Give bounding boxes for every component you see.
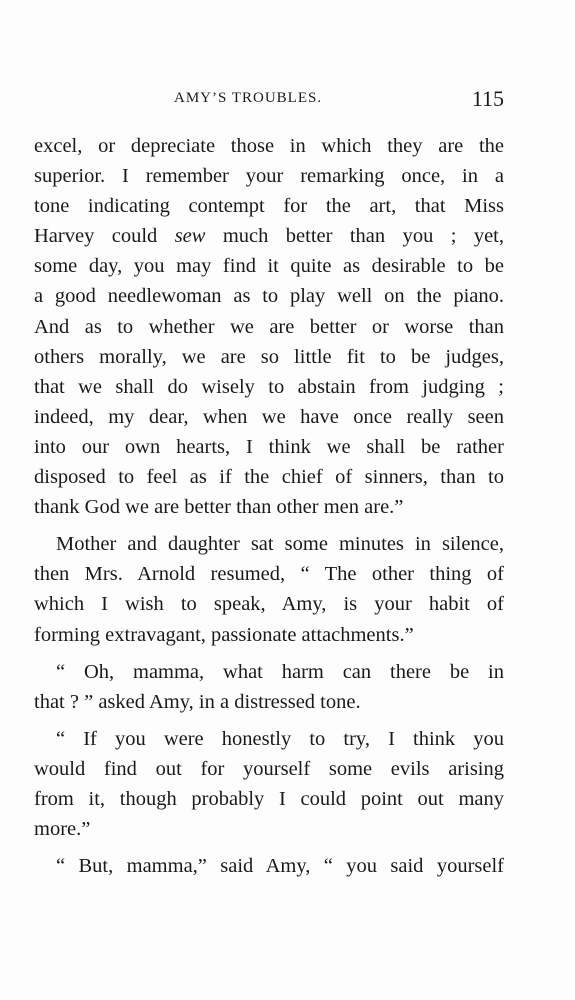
emphasized-word: sew <box>174 225 206 248</box>
text-line: indeed, my dear, when we have once really seen <box>34 405 504 428</box>
running-header <box>34 86 504 116</box>
text-line: tone indicating contempt for the art, that Miss <box>34 195 504 218</box>
text-line: Mother and daughter sat some minutes in silence, <box>56 533 504 556</box>
paragraph <box>34 851 504 881</box>
paragraph <box>34 724 504 844</box>
paragraph <box>34 131 504 522</box>
text-line: into our own hearts, I think we shall be rather <box>34 435 504 458</box>
paragraph <box>34 657 504 717</box>
text-line: from it, though probably I could point out many <box>34 787 504 810</box>
body-text <box>34 131 504 881</box>
text-line: more.” <box>34 818 91 841</box>
text-line: “ But, mamma,” said Amy, “ you said yourself <box>56 855 504 878</box>
page-number: 115 <box>471 86 504 111</box>
text-line: some day, you may find it quite as desirable to be <box>34 255 504 278</box>
text-line: which I wish to speak, Amy, is your habit of <box>34 593 504 616</box>
paragraph <box>34 529 504 649</box>
text-line: that we shall do wisely to abstain from judging ; <box>34 375 504 398</box>
text-segment: Harvey could <box>34 225 175 248</box>
text-line: then Mrs. Arnold resumed, “ The other thing of <box>34 563 504 586</box>
text-line: that ? ” asked Amy, in a distressed tone. <box>34 690 361 713</box>
text-line: would find out for yourself some evils arising <box>34 757 504 780</box>
text-line: excel, or depreciate those in which they are the <box>34 135 504 157</box>
text-line: “ Oh, mamma, what harm can there be in <box>56 660 504 683</box>
text-line: superior. I remember your remarking once, in a <box>34 165 504 188</box>
text-line: thank God we are better than other men are.” <box>34 496 404 519</box>
text-line: a good needlewoman as to play well on the piano. <box>34 285 504 308</box>
text-line <box>34 221 504 251</box>
text-segment: much better than you ; yet, <box>205 225 504 248</box>
text-line: disposed to feel as if the chief of sinners, than to <box>34 466 504 489</box>
text-line: “ If you were honestly to try, I think you <box>56 727 504 750</box>
text-line: And as to whether we are better or worse than <box>34 315 504 338</box>
text-line: others morally, we are so little fit to be judges, <box>34 345 504 368</box>
running-title: AMY’S TROUBLES. <box>174 90 323 106</box>
text-line: forming extravagant, passionate attachments.” <box>34 623 414 646</box>
